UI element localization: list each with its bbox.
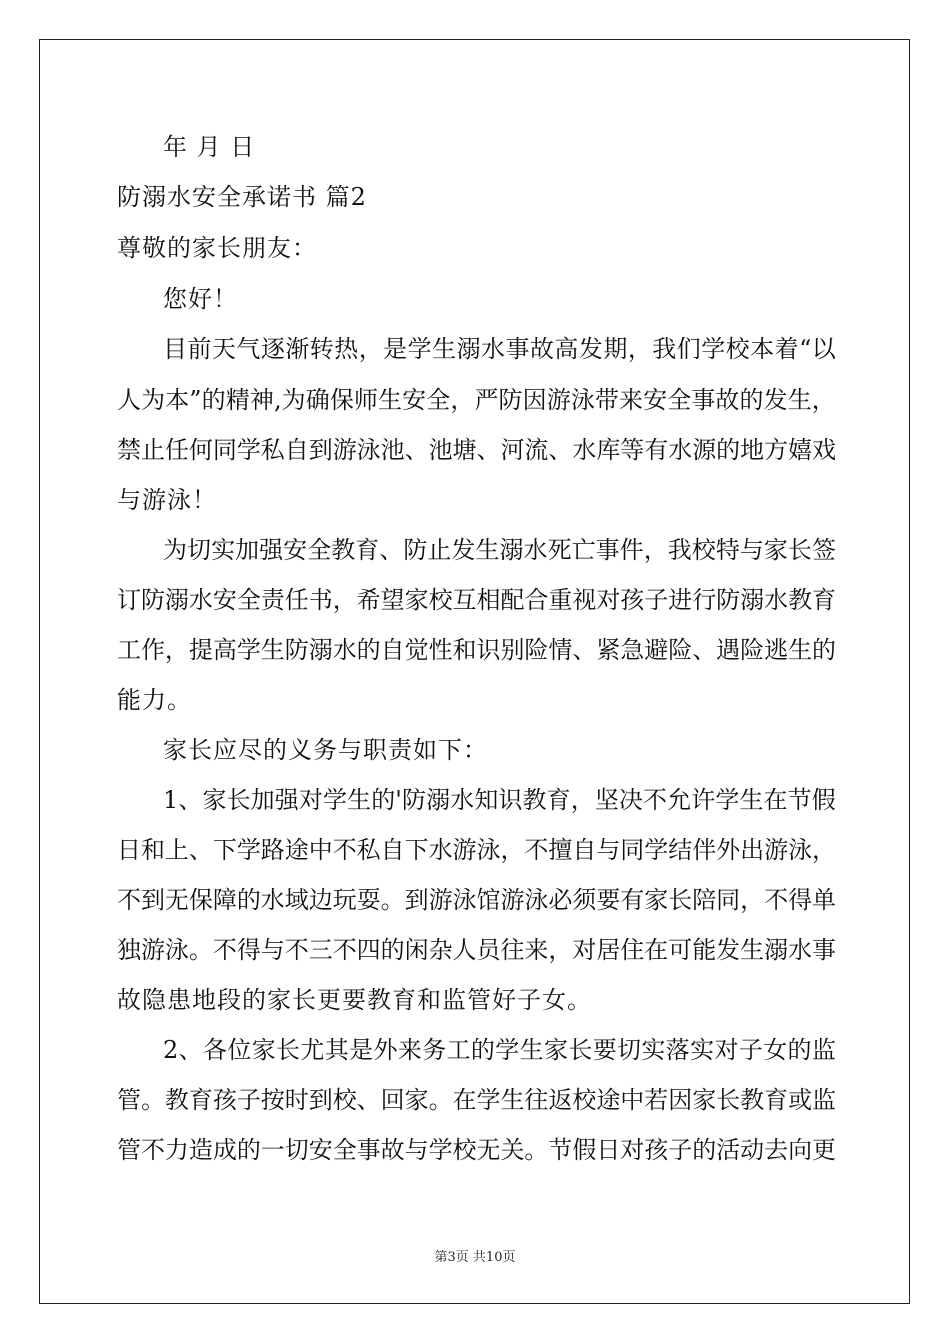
paragraph-line: 禁止任何同学私自到游泳池、池塘、河流、水库等有水源的地方嬉戏 (117, 436, 836, 464)
page-number-footer: 第3页 共10页 (434, 1250, 516, 1265)
paragraph-line: 1、家长加强对学生的'防溺水知识教育，坚决不允许学生在节假 (163, 786, 836, 814)
paragraph-line: 与游泳！ (117, 486, 217, 514)
paragraph-line: 人为本”的精神,为确保师生安全，严防因游泳带来安全事故的发生， (117, 386, 836, 414)
greeting: 您好！ (163, 285, 238, 313)
salutation: 尊敬的家长朋友： (117, 234, 317, 262)
document-heading: 防溺水安全承诺书 篇2 (117, 183, 367, 211)
paragraph-line: 管。教育孩子按时到校、回家。在学生往返校途中若因家长教育或监 (117, 1086, 836, 1114)
paragraph-line: 管不力造成的一切安全事故与学校无关。节假日对孩子的活动去向更 (117, 1136, 836, 1164)
paragraph-line: 故隐患地段的家长更要教育和监管好子女。 (117, 986, 592, 1014)
paragraph-line: 2、各位家长尤其是外来务工的学生家长要切实落实对子女的监 (163, 1036, 837, 1064)
paragraph-line: 目前天气逐渐转热，是学生溺水事故高发期，我们学校本着“以 (163, 335, 837, 363)
paragraph-line: 日和上、下学路途中不私自下水游泳，不擅自与同学结伴外出游泳， (117, 836, 836, 864)
paragraph-line: 能力。 (117, 686, 192, 714)
paragraph-line: 独游泳。不得与不三不四的闲杂人员往来，对居住在可能发生溺水事 (117, 936, 836, 964)
paragraph-line: 订防溺水安全责任书，希望家校互相配合重视对孩子进行防溺水教育 (117, 586, 836, 614)
date-line: 年 月 日 (163, 133, 256, 161)
paragraph-line: 不到无保障的水域边玩耍。到游泳馆游泳必须要有家长陪同，不得单 (117, 886, 836, 914)
paragraph-line: 工作，提高学生防溺水的自觉性和识别险情、紧急避险、遇险逃生的 (117, 636, 836, 664)
paragraph-line: 为切实加强安全教育、防止发生溺水死亡事件，我校特与家长签 (163, 536, 836, 564)
paragraph-line: 家长应尽的义务与职责如下： (163, 736, 488, 764)
